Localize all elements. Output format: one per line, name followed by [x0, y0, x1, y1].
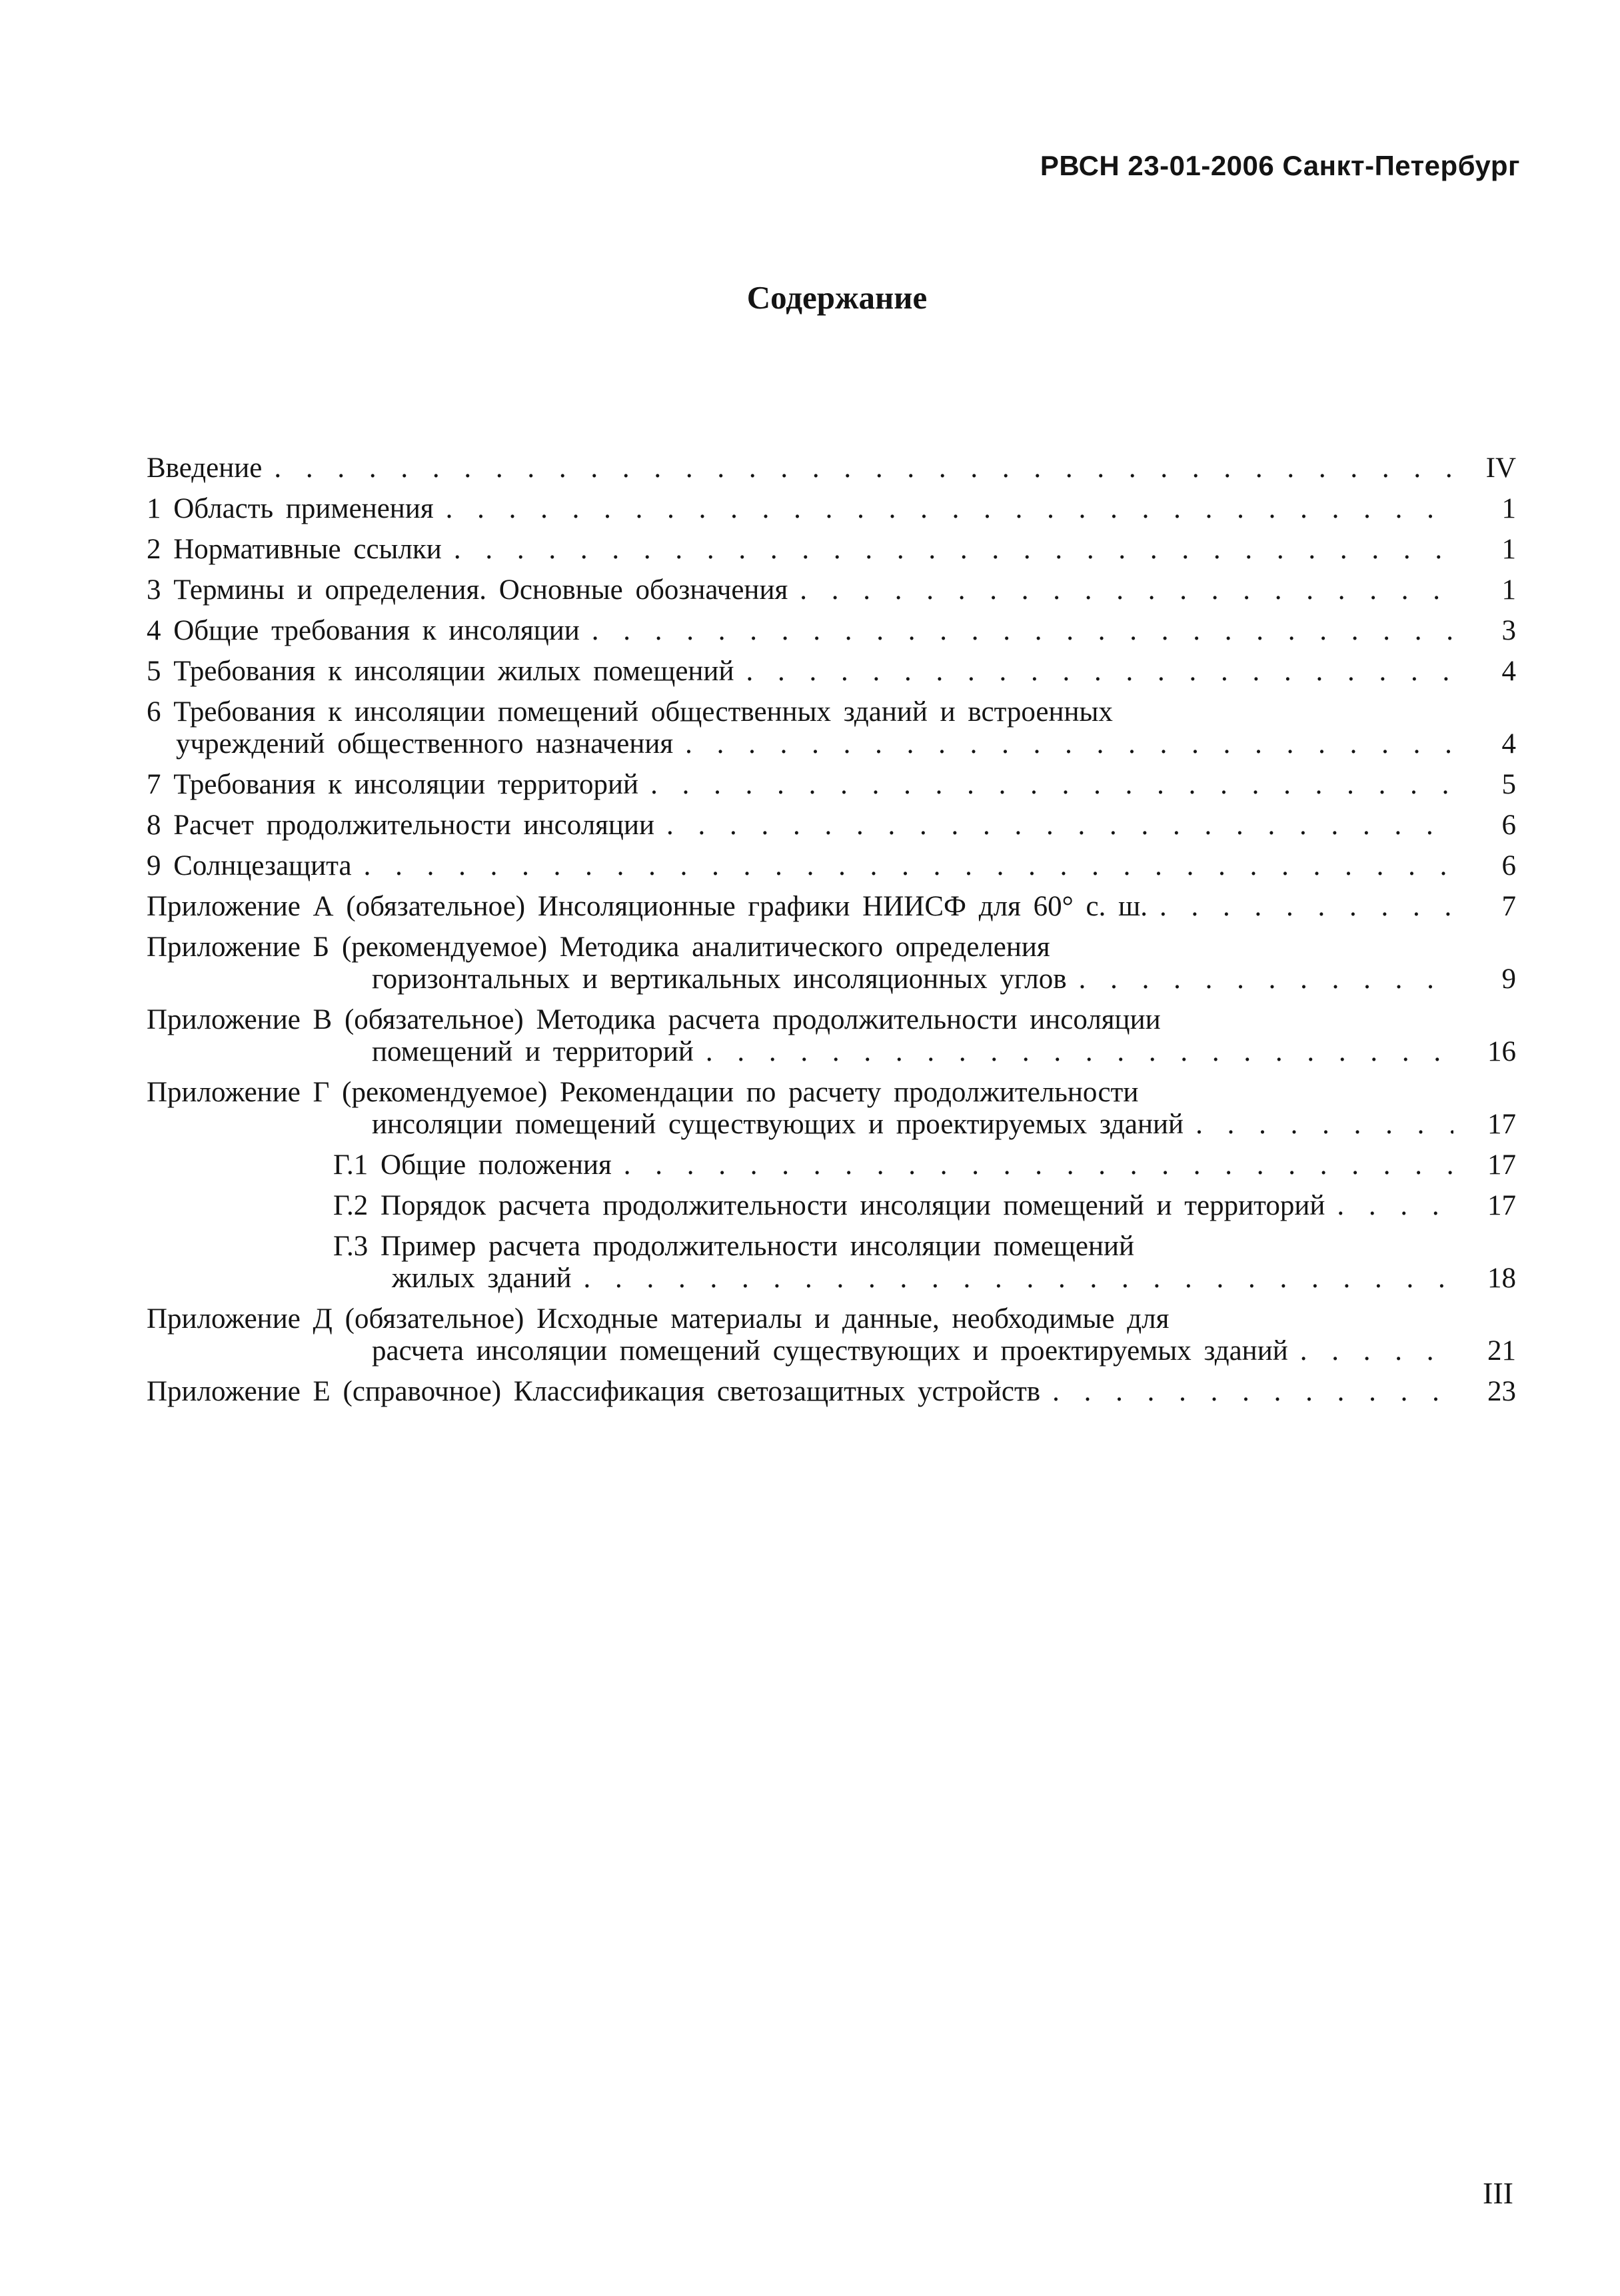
- toc-entry-title: Введение: [147, 452, 263, 484]
- dot-leader: [274, 448, 1453, 488]
- toc-entry-title: Приложение Г (рекомендуемое) Рекомендации по расчету продолжительности: [147, 1077, 1139, 1108]
- toc-entry-title: 9 Солнцезащита: [147, 850, 352, 881]
- toc-entry-title: Приложение А (обязательное) Инсоляционные графики НИИСФ для 60° с. ш.: [147, 891, 1148, 922]
- toc-entry-title-continuation: расчета инсоляции помещений существующих и проектируемых зданий: [372, 1335, 1288, 1367]
- dot-leader: [800, 570, 1453, 610]
- toc-entry-title: Приложение Д (обязательное) Исходные материалы и данные, необходимые для: [147, 1303, 1170, 1335]
- toc-entry-appendix-a[interactable]: [147, 886, 1516, 927]
- dot-leader: [746, 651, 1453, 692]
- toc-entry-appendix-v[interactable]: [147, 999, 1516, 1072]
- toc-entry-title-continuation: помещений и территорий: [372, 1036, 694, 1067]
- toc-page-number: 17: [1487, 1190, 1516, 1221]
- toc-entry-title: 4 Общие требования к инсоляции: [147, 615, 580, 646]
- dot-leader: [1160, 886, 1453, 927]
- toc-page-number: 21: [1487, 1335, 1516, 1367]
- dot-leader: [685, 724, 1453, 764]
- toc-entry-section-8[interactable]: [147, 805, 1516, 846]
- toc-entry-appendix-g[interactable]: [147, 1072, 1516, 1145]
- dot-leader: [1196, 1104, 1453, 1145]
- toc-entry-title-continuation: жилых зданий: [392, 1263, 572, 1294]
- dot-leader: [1300, 1331, 1453, 1371]
- toc-entry-title-continuation: инсоляции помещений существующих и проектируемых зданий: [372, 1109, 1184, 1140]
- dot-leader: [454, 529, 1453, 570]
- toc-page-number: 3: [1501, 615, 1516, 646]
- document-code-header: РВСН 23-01-2006 Санкт-Петербург: [1040, 150, 1520, 181]
- toc-page-number: 9: [1501, 963, 1516, 995]
- page-number: III: [1483, 2176, 1513, 2210]
- toc-entry-appendix-e[interactable]: [147, 1371, 1516, 1412]
- dot-leader: [706, 1031, 1453, 1072]
- toc-entry-title: Г.3 Пример расчета продолжительности инсоляции помещений: [333, 1231, 1135, 1262]
- toc-entry-title: Г.1 Общие положения: [333, 1149, 612, 1181]
- toc-page-number: 4: [1501, 656, 1516, 687]
- toc-entry-title: 2 Нормативные ссылки: [147, 534, 442, 565]
- page-title: Содержание: [746, 279, 928, 316]
- toc-entry-section-1[interactable]: [147, 488, 1516, 529]
- dot-leader: [446, 488, 1453, 529]
- toc-entry-appendix-g-1[interactable]: [147, 1145, 1516, 1185]
- table-of-contents: [147, 448, 1516, 1412]
- toc-page-number: 17: [1487, 1109, 1516, 1140]
- toc-entry-section-6[interactable]: [147, 692, 1516, 764]
- dot-leader: [1337, 1185, 1453, 1226]
- toc-entry-title: Приложение Б (рекомендуемое) Методика аналитического определения: [147, 931, 1050, 963]
- dot-leader: [624, 1145, 1453, 1185]
- toc-entry-title: 8 Расчет продолжительности инсоляции: [147, 810, 654, 841]
- toc-entry-title: Приложение В (обязательное) Методика расчета продолжительности инсоляции: [147, 1004, 1161, 1035]
- dot-leader: [364, 846, 1453, 886]
- toc-page-number: 23: [1487, 1376, 1516, 1407]
- dot-leader: [666, 805, 1453, 846]
- toc-entry-section-9[interactable]: [147, 846, 1516, 886]
- toc-entry-title: Приложение Е (справочное) Классификация светозащитных устройств: [147, 1376, 1041, 1407]
- toc-page-number: 7: [1501, 891, 1516, 922]
- dot-leader: [584, 1258, 1453, 1299]
- toc-entry-appendix-g-3[interactable]: [147, 1226, 1516, 1299]
- toc-entry-title-continuation: учреждений общественного назначения: [176, 728, 674, 760]
- toc-page-number: 18: [1487, 1263, 1516, 1294]
- toc-entry-appendix-d[interactable]: [147, 1299, 1516, 1371]
- toc-entry-section-4[interactable]: [147, 610, 1516, 651]
- toc-page-number: 6: [1501, 850, 1516, 881]
- toc-entry-title-continuation: горизонтальных и вертикальных инсоляционных углов: [372, 963, 1067, 995]
- toc-page-number: 1: [1501, 493, 1516, 524]
- toc-page-number: 1: [1501, 574, 1516, 606]
- toc-entry-introduction[interactable]: [147, 448, 1516, 488]
- toc-entry-section-3[interactable]: [147, 570, 1516, 610]
- toc-page-number: 6: [1501, 810, 1516, 841]
- toc-page-number: 17: [1487, 1149, 1516, 1181]
- dot-leader: [1079, 959, 1453, 999]
- toc-entry-appendix-b[interactable]: [147, 927, 1516, 999]
- toc-entry-title: 3 Термины и определения. Основные обозначения: [147, 574, 788, 606]
- dot-leader: [650, 764, 1453, 805]
- toc-page-number: 5: [1501, 769, 1516, 800]
- toc-entry-appendix-g-2[interactable]: [147, 1185, 1516, 1226]
- toc-entry-section-2[interactable]: [147, 529, 1516, 570]
- toc-page-number: IV: [1485, 452, 1516, 484]
- toc-entry-title: Г.2 Порядок расчета продолжительности инсоляции помещений и территорий: [333, 1190, 1325, 1221]
- dot-leader: [1052, 1371, 1453, 1412]
- toc-page-number: 16: [1487, 1036, 1516, 1067]
- toc-entry-title: 7 Требования к инсоляции территорий: [147, 769, 639, 800]
- toc-entry-section-7[interactable]: [147, 764, 1516, 805]
- toc-entry-title: 1 Область применения: [147, 493, 434, 524]
- toc-entry-title: 5 Требования к инсоляции жилых помещений: [147, 656, 734, 687]
- dot-leader: [592, 610, 1453, 651]
- toc-page-number: 1: [1501, 534, 1516, 565]
- toc-page-number: 4: [1501, 728, 1516, 760]
- toc-entry-section-5[interactable]: [147, 651, 1516, 692]
- toc-entry-title: 6 Требования к инсоляции помещений общественных зданий и встроенных: [147, 696, 1113, 728]
